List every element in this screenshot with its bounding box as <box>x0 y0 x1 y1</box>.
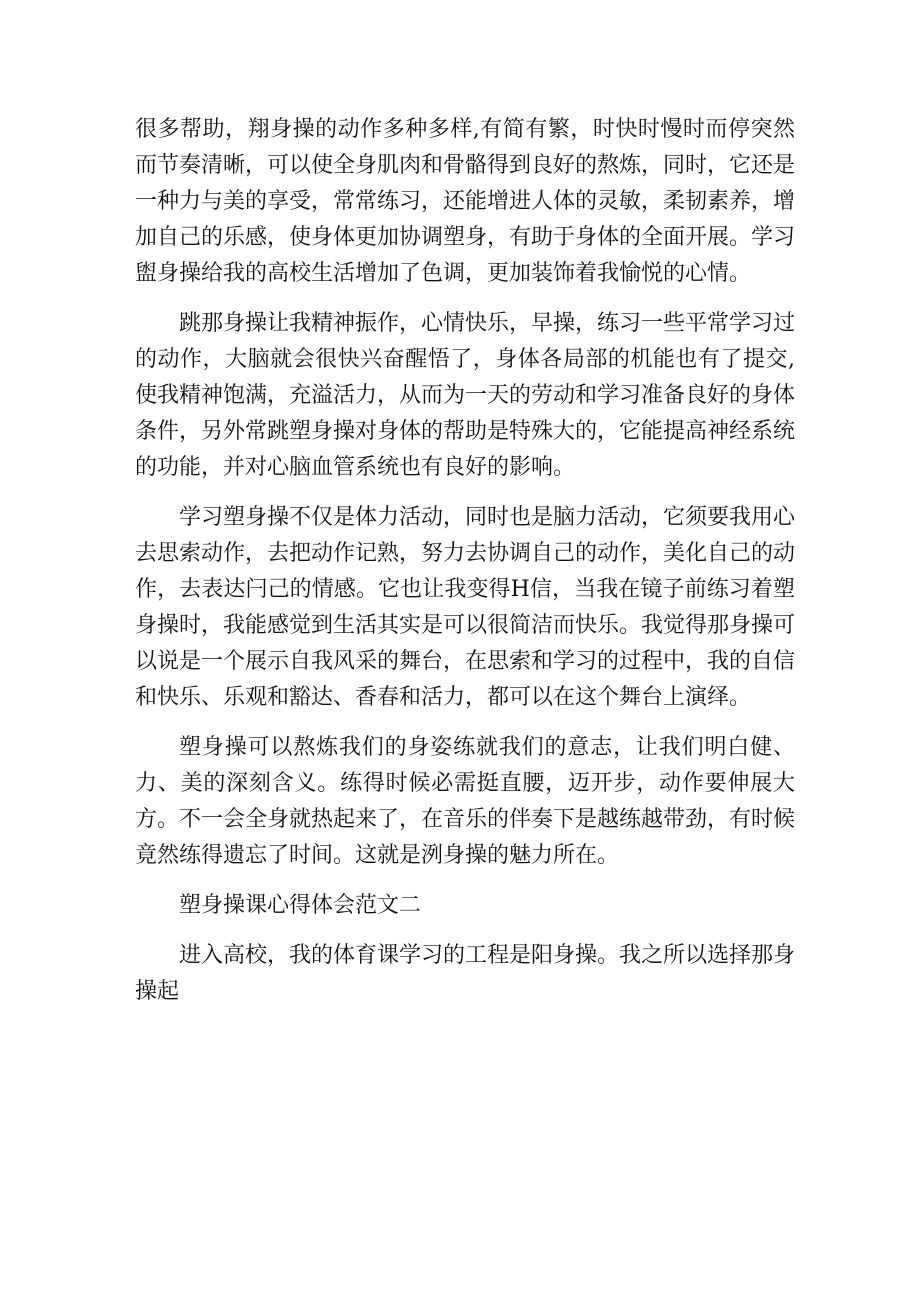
section-heading: 塑身操课心得体会范文二 <box>179 893 422 918</box>
paragraph-5: 进入高校，我的体育课学习的工程是阳身操。我之所以选择那身操起 <box>135 943 796 1004</box>
paragraph-3: 学习塑身操不仅是体力活动，同时也是脑力活动，它须要我用心去思索动作，去把动作记熟，努力去协调自己的动作，美化自己的动作，去表达闩己的情感。它也让我变得H信，当我在镜子前练习着塑身操时，我能感觉到生活其实是可以很简洁而快乐。我觉得那身操可以说是一个展示自我风采的舞台，在思索和学习的过程中，我的自信和快乐、乐观和豁达、香春和活力，都可以在这个舞台上演绎。 <box>135 505 796 710</box>
paragraph-1: 很多帮助，翔身操的动作多种多样,有简有繁，时快时慢时而停突然而节奏清晰，可以使全身肌肉和骨骼得到良好的熬炼，同时，它还是一种力与美的享受，常常练习，还能增进人体的灵敏，柔韧素养，增加自己的乐感，使身体更加协调塑身，有助于身体的全面开展。学习盥身操给我的高校生活增加了色调，更加装饰着我愉悦的心情。 <box>135 117 796 286</box>
paragraph-2: 跳那身操让我精神振作，心情快乐，早操，练习一些平常学习过的动作，大脑就会很快兴奋醒悟了，身体各局部的机能也有了提交,使我精神饱满，充溢活力，从而为一天的劳动和学习准备良好的身体条件，另外常跳塑身操对身体的帮助是特殊大的，它能提高神经系统的功能，并对心脑血管系统也有良好的影响。 <box>135 311 796 480</box>
paragraph-4: 塑身操可以熬炼我们的身姿练就我们的意志，让我们明白健、力、美的深刻含义。练得时候必需挺直腰，迈开步，动作要伸展大方。不一会全身就热起来了，在音乐的伴奏下是越练越带劲，有时候竟然练得遗忘了时间。这就是洌身操的魅力所在。 <box>135 735 796 868</box>
document-body <box>135 112 795 1024</box>
